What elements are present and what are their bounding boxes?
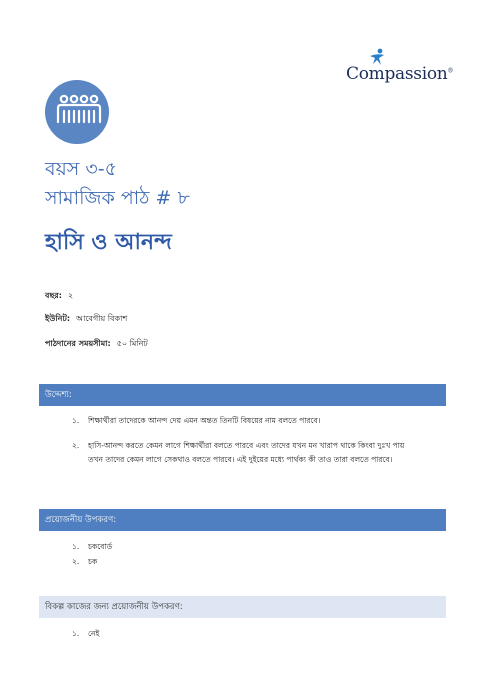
group-people-icon — [45, 80, 109, 144]
logo-wordmark: Compassion® — [346, 64, 454, 84]
page-title: হাসি ও আনন্দ — [45, 230, 172, 255]
year-value: ২ — [67, 291, 74, 300]
list-item: ১. নেই — [72, 629, 100, 638]
time-label: পাঠদানের সময়সীমা: — [45, 339, 111, 348]
list-item: ১. চকবোর্ড — [72, 542, 113, 551]
lesson-number: সামাজিক পাঠ # ৮ — [45, 187, 190, 209]
time-value: ৫০ মিনিট — [116, 339, 148, 348]
unit-value: আবেগীয় বিকাশ — [76, 314, 128, 323]
meta-unit — [45, 313, 127, 326]
alt-materials-heading: বিকল্প কাজের জন্য প্রয়োজনীয় উপকরণ: — [39, 596, 446, 618]
meta-year — [45, 290, 73, 303]
year-label: বছর: — [45, 291, 62, 300]
list-item: ২. হাসি-আনন্দ করতে কেমন লাগে শিক্ষার্থীরা বলতে পারবে এবং তাদের যখন মন খারাপ থাকে কিংবা দুঃখ পায় তখন তাদের কেমন লাগে সেকথাও বলতে পারবে। এই দুইয়ের মধ্যে পার্থক্য কী তাও তারা বলতে পারবে। — [72, 441, 405, 464]
materials-heading: প্রয়োজনীয় উপকরণ: — [39, 509, 446, 531]
list-item: ১. শিক্ষার্থীরা তাদেরকে আনন্দ দেয় এমন অন্তত তিনটি বিষয়ের নাম বলতে পারবে। — [72, 416, 321, 425]
objectives-heading: উদ্দেশ্য: — [39, 384, 446, 406]
list-item: ২. চক — [72, 557, 98, 566]
meta-time — [45, 338, 148, 351]
unit-label: ইউনিট: — [45, 314, 71, 323]
age-range: বয়স ৩-৫ — [45, 158, 117, 180]
compassion-logo — [346, 48, 456, 92]
